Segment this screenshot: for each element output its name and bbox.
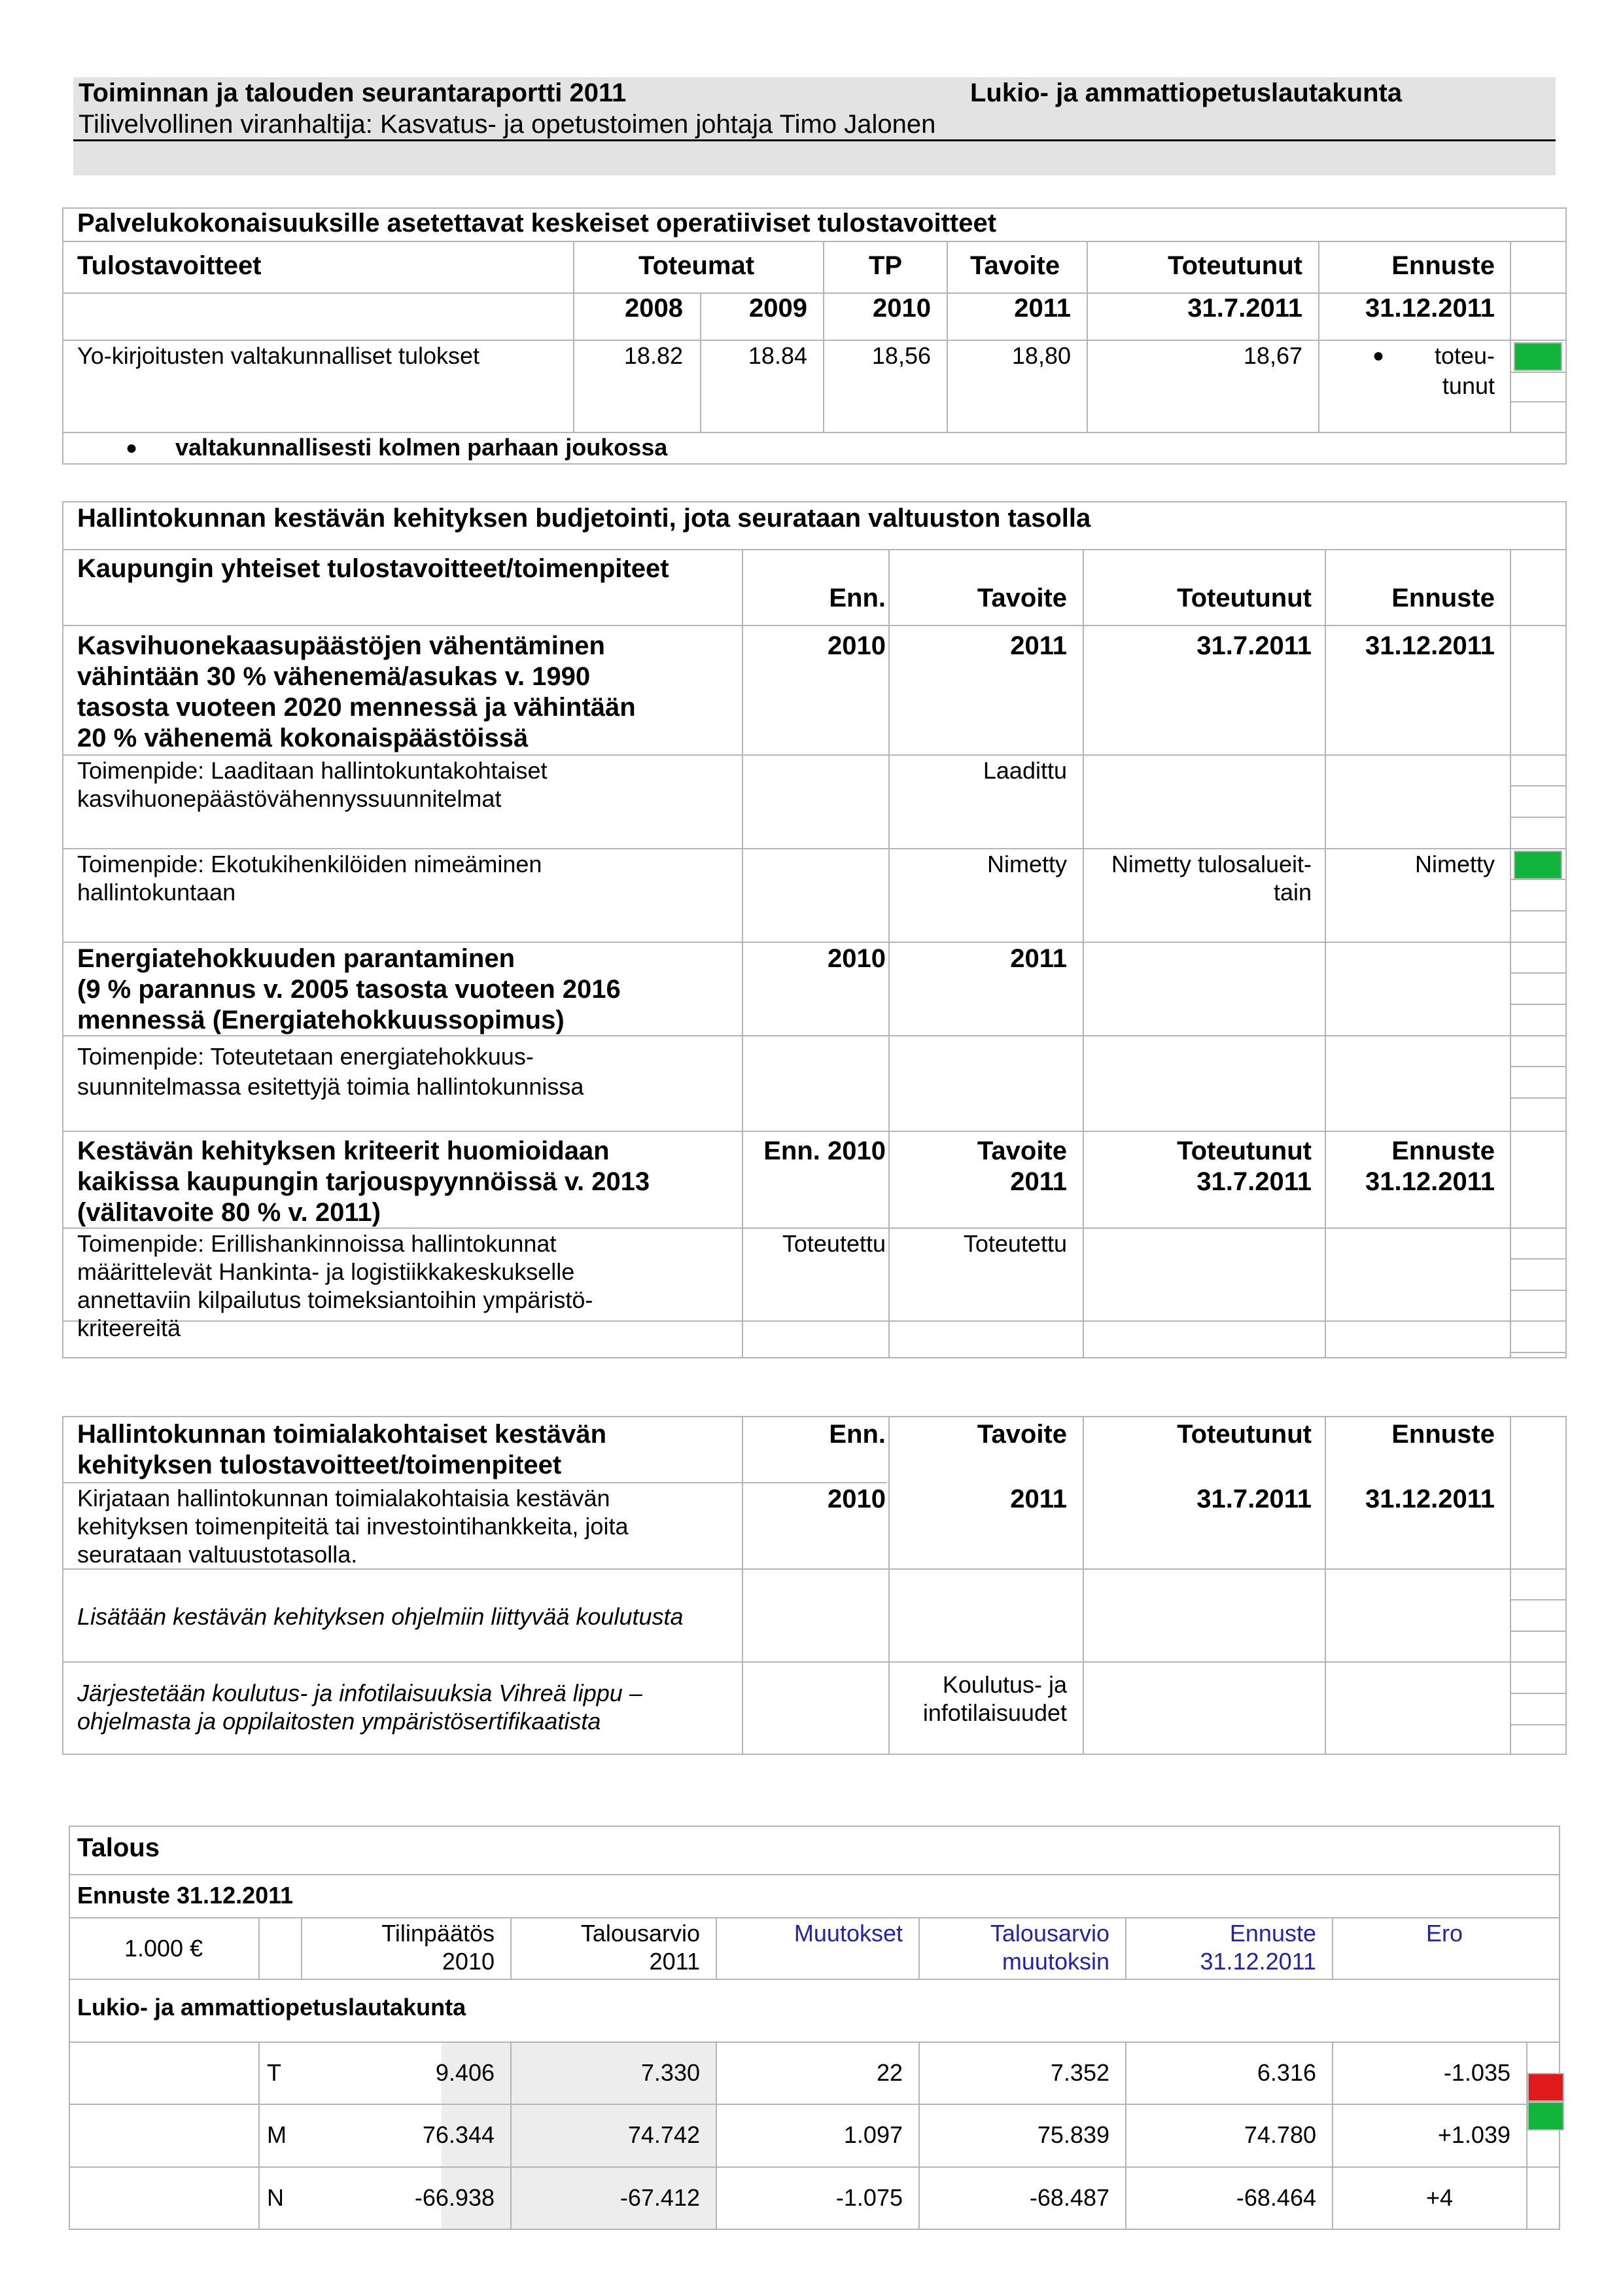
section3-desc-line: kehityksen toimenpiteitä tai investointihankkeita, joita	[77, 1513, 629, 1540]
status-indicator-green	[1527, 2102, 1564, 2130]
bullet-icon: ●	[126, 437, 138, 459]
talous-col-ta-muutoksin-line2: muutoksin	[1002, 1948, 1109, 1975]
talous-cell: 74.742	[627, 2121, 700, 2148]
talous-cell: 7.352	[1050, 2059, 1109, 2086]
board-name: Lukio- ja ammattiopetuslautakunta	[970, 79, 1403, 107]
item2-tavoite-line2: infotilaisuudet	[922, 1699, 1067, 1726]
action3-line: suunnitelmassa esitettyjä toimia hallintokunnissa	[77, 1073, 584, 1100]
section2-subtitle: Kaupungin yhteiset tulostavoitteet/toimenpiteet	[77, 554, 669, 583]
action4-tavoite: Toteutettu	[963, 1230, 1067, 1257]
col-tavoite: Tavoite	[970, 251, 1060, 280]
talous-cell: -67.412	[620, 2184, 700, 2211]
section3-desc-line: seurataan valtuustotasolla.	[77, 1541, 358, 1568]
action2-toteutunut-line2: tain	[1273, 879, 1312, 906]
goal2-tavoite: 2011	[1010, 944, 1067, 973]
action1-line: Toimenpide: Laaditaan hallintokuntakohtaiset	[77, 757, 548, 784]
s2-col-ennuste: Ennuste	[1391, 584, 1495, 612]
year-2011: 2011	[1014, 294, 1071, 323]
action4-line: kriteereitä	[77, 1315, 181, 1341]
goal3-line: (välitavoite 80 % v. 2011)	[77, 1198, 381, 1227]
talous-cell: -1.035	[1443, 2059, 1510, 2086]
yo-2008: 18.82	[623, 342, 683, 369]
goal1-tavoite: 2011	[1010, 631, 1067, 660]
goal2-line: mennessä (Energiatehokkuussopimus)	[77, 1006, 565, 1034]
goal3-ennuste-line1: Ennuste	[1391, 1137, 1495, 1165]
col-tulostavoitteet: Tulostavoitteet	[77, 251, 262, 280]
action2-toteutunut-line1: Nimetty tulosalueit-	[1111, 851, 1312, 877]
talous-cell: 6.316	[1257, 2059, 1316, 2086]
talous-cell: +4	[1426, 2184, 1454, 2211]
talous-cell: -66.938	[414, 2184, 495, 2211]
action4-line: määrittelevät Hankinta- ja logistiikkakeskukselle	[77, 1258, 575, 1285]
section3-desc-line: Kirjataan hallintokunnan toimialakohtaisia kestävän	[77, 1485, 610, 1511]
s3-col-toteutunut: Toteutunut	[1177, 1420, 1312, 1449]
talous-unit: 1.000 €	[124, 1935, 203, 1962]
goal3-line: Kestävän kehityksen kriteerit huomioidaan	[77, 1137, 610, 1165]
action4-line: annettaviin kilpailutus toimeksiantoihin ympäristö-	[77, 1286, 593, 1313]
item-training: Lisätään kestävän kehityksen ohjelmiin liittyvää koulutusta	[77, 1603, 684, 1630]
talous-cell: 76.344	[422, 2121, 495, 2148]
section1-goal: valtakunnallisesti kolmen parhaan joukossa	[175, 434, 668, 461]
action2-ennuste: Nimetty	[1414, 851, 1495, 877]
talous-col-muutokset: Muutokset	[794, 1920, 903, 1947]
col-ennuste: Ennuste	[1391, 251, 1495, 280]
section3-title-line1: Hallintokunnan toimialakohtaiset kestävän	[77, 1420, 607, 1449]
talous-col-ero: Ero	[1426, 1920, 1463, 1947]
item2-tavoite-line1: Koulutus- ja	[942, 1671, 1067, 1698]
goal3-line: kaikissa kaupungin tarjouspyynnöissä v. 2013	[77, 1167, 650, 1196]
goal3-toteutunut-line1: Toteutunut	[1177, 1137, 1312, 1165]
action4-line: Toimenpide: Erillishankinnoissa hallintokunnat	[77, 1230, 557, 1257]
yo-2010: 18,56	[871, 342, 931, 369]
goal1-line: vähintään 30 % vähenemä/asukas v. 1990	[77, 662, 591, 691]
goal2-line: Energiatehokkuuden parantaminen	[77, 944, 515, 973]
talous-cell: 22	[876, 2059, 903, 2086]
talous-col-ennuste-line1: Ennuste	[1229, 1920, 1316, 1947]
date-ennuste: 31.12.2011	[1365, 294, 1495, 323]
col-tp: TP	[869, 251, 903, 280]
date-toteutunut: 31.7.2011	[1187, 294, 1302, 323]
s3-ennuste-date: 31.12.2011	[1365, 1485, 1495, 1513]
talous-col-tp2010-line2: 2010	[442, 1948, 495, 1975]
yo-ennuste-line2: tunut	[1442, 372, 1495, 399]
s3-col-ennuste: Ennuste	[1391, 1420, 1495, 1449]
item-green-flag-line1: Järjestetään koulutus- ja infotilaisuuksia Vihreä lippu –	[77, 1680, 642, 1706]
talous-title: Talous	[77, 1833, 160, 1862]
talous-board: Lukio- ja ammattiopetuslautakunta	[77, 1994, 466, 2021]
goal1-line: tasosta vuoteen 2020 mennessä ja vähintään	[77, 693, 636, 722]
talous-col-ta-muutoksin-line1: Talousarvio	[990, 1920, 1109, 1947]
action1-tavoite: Laadittu	[983, 757, 1067, 784]
yo-2009: 18.84	[748, 342, 807, 369]
s3-enn-year: 2010	[828, 1485, 886, 1513]
s2-col-tavoite: Tavoite	[977, 584, 1067, 612]
talous-row-code: T	[267, 2059, 281, 2086]
talous-col-ennuste-line2: 31.12.2011	[1200, 1948, 1316, 1975]
action4-enn: Toteutettu	[782, 1230, 886, 1257]
year-2008: 2008	[625, 294, 683, 323]
year-2010: 2010	[873, 294, 931, 323]
goal1-line: Kasvihuonekaasupäästöjen vähentäminen	[77, 631, 605, 660]
talous-subtitle: Ennuste 31.12.2011	[77, 1882, 294, 1909]
item-green-flag-line2: ohjelmasta ja oppilaitosten ympäristösertifikaatista	[77, 1708, 601, 1735]
talous-cell: -68.487	[1029, 2184, 1109, 2211]
action3-line: Toimenpide: Toteutetaan energiatehokkuus-	[77, 1043, 534, 1070]
talous-cell: -68.464	[1236, 2184, 1316, 2211]
action2-tavoite: Nimetty	[986, 851, 1067, 877]
talous-col-ta2011-line1: Talousarvio	[580, 1920, 700, 1947]
talous-row-code: M	[267, 2121, 287, 2148]
goal3-enn: Enn. 2010	[763, 1137, 886, 1165]
talous-cell: +1.039	[1437, 2121, 1510, 2148]
action2-line: Toimenpide: Ekotukihenkilöiden nimeäminen	[77, 851, 542, 877]
goal3-tavoite-line2: 2011	[1010, 1167, 1067, 1196]
goal1-toteutunut: 31.7.2011	[1196, 631, 1312, 660]
s2-col-enn: Enn.	[829, 584, 886, 612]
s3-col-enn: Enn.	[829, 1420, 886, 1449]
talous-cell: 75.839	[1037, 2121, 1109, 2148]
talous-cell: 74.780	[1244, 2121, 1316, 2148]
col-toteumat: Toteumat	[638, 251, 755, 280]
talous-col-tp2010-line1: Tilinpäätös	[381, 1920, 495, 1947]
section1-title: Palvelukokonaisuuksille asetettavat keskeiset operatiiviset tulostavoitteet	[77, 209, 997, 238]
year-2009: 2009	[749, 294, 807, 323]
col-toteutunut: Toteutunut	[1168, 251, 1302, 280]
status-indicator-red	[1527, 2073, 1564, 2102]
yo-2011: 18,80	[1011, 342, 1071, 369]
s2-col-toteutunut: Toteutunut	[1177, 584, 1312, 612]
status-indicator-green	[1514, 342, 1562, 371]
s3-toteutunut-date: 31.7.2011	[1196, 1485, 1312, 1513]
goal1-enn: 2010	[828, 631, 886, 660]
section2-title: Hallintokunnan kestävän kehityksen budjetointi, jota seurataan valtuuston tasolla	[77, 504, 1091, 533]
s3-col-tavoite: Tavoite	[977, 1420, 1067, 1449]
talous-cell: -1.075	[835, 2184, 903, 2211]
yo-toteutunut: 18,67	[1243, 342, 1302, 369]
s3-tavoite-year: 2011	[1010, 1485, 1067, 1513]
goal3-toteutunut-line2: 31.7.2011	[1196, 1167, 1312, 1196]
yo-results-label: Yo-kirjoitusten valtakunnalliset tulokset	[77, 342, 480, 369]
action1-line: kasvihuonepäästövähennyssuunnitelmat	[77, 785, 502, 812]
section3-title-line2: kehityksen tulostavoitteet/toimenpiteet	[77, 1451, 562, 1479]
goal1-ennuste: 31.12.2011	[1365, 631, 1495, 660]
talous-cell: 1.097	[843, 2121, 903, 2148]
bullet-icon: ●	[1372, 345, 1385, 366]
talous-cell: 7.330	[640, 2059, 700, 2086]
responsible-official: Tilivelvollinen viranhaltija: Kasvatus- ja opetustoimen johtaja Timo Jalonen	[79, 110, 936, 139]
status-indicator-green	[1514, 851, 1562, 879]
talous-col-ta2011-line2: 2011	[649, 1948, 700, 1975]
talous-row-code: N	[267, 2184, 284, 2211]
yo-ennuste-line1: toteu-	[1434, 342, 1495, 369]
talous-cell: 9.406	[435, 2059, 495, 2086]
report-title: Toiminnan ja talouden seurantaraportti 2011	[79, 79, 627, 107]
action2-line: hallintokuntaan	[77, 879, 236, 906]
goal1-line: 20 % vähenemä kokonaispäästöissä	[77, 724, 529, 752]
goal3-tavoite-line1: Tavoite	[977, 1137, 1067, 1165]
goal2-line: (9 % parannus v. 2005 tasosta vuoteen 2016	[77, 975, 621, 1004]
goal3-ennuste-line2: 31.12.2011	[1365, 1167, 1495, 1196]
goal2-enn: 2010	[828, 944, 886, 973]
